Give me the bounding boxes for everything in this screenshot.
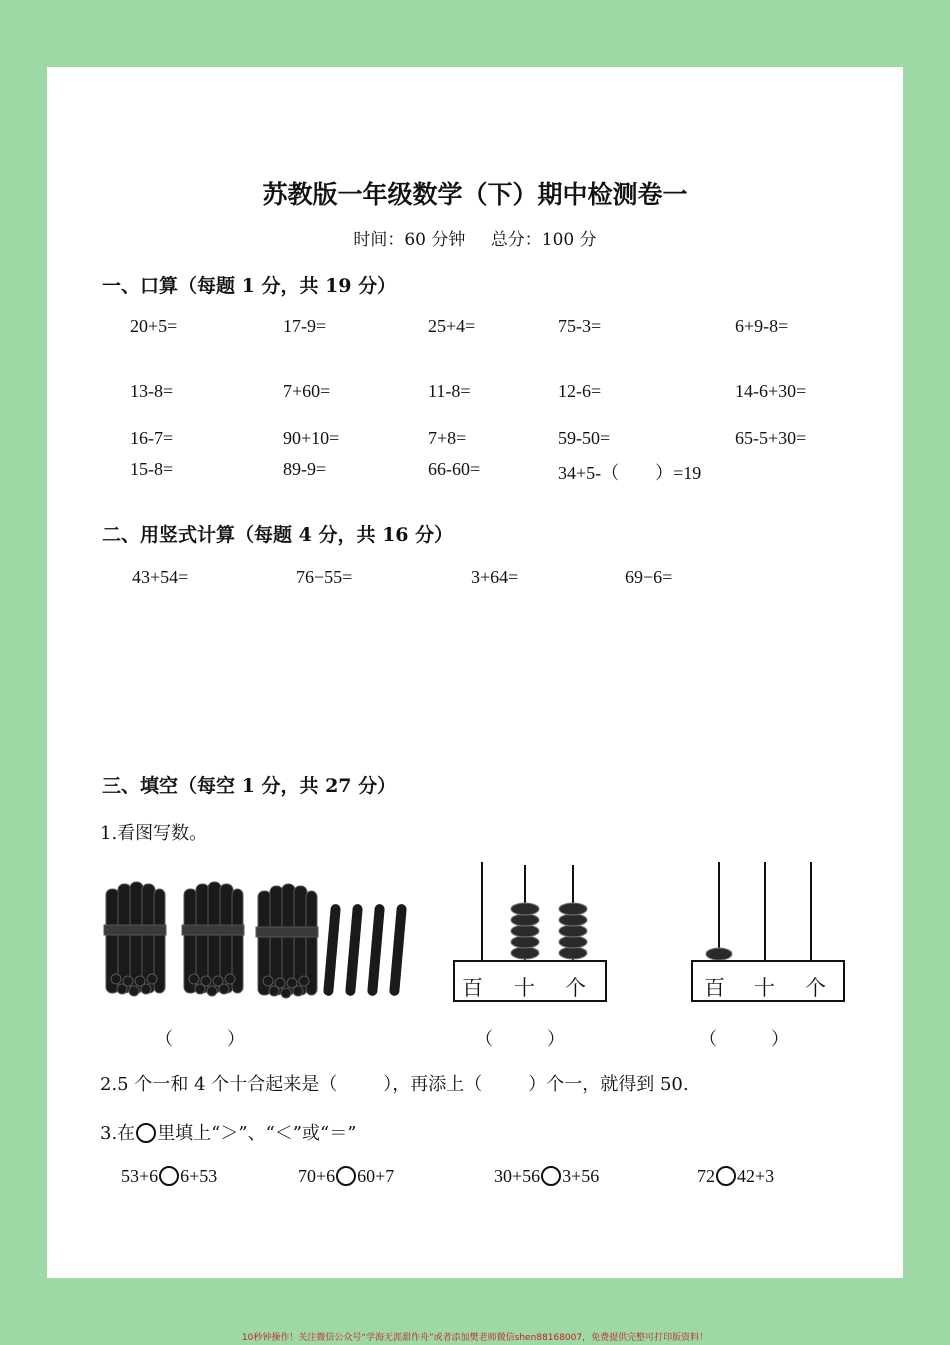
mental-math-item: 17-9= [283,316,327,336]
question2 [100,1070,689,1096]
circle-icon [136,1123,156,1143]
answer-blank: （ ） [699,1029,789,1050]
stick-bundle [182,882,244,996]
page-title: 苏教版一年级数学（下）期中检测卷一 [262,180,688,209]
question2-part1: 2.5 个一和 4 个十合起来是（ [100,1074,338,1095]
mental-math-item: 20+5= [130,316,178,336]
abacus1-label-hundreds: 百 [462,976,483,1000]
mental-math-item: 11-8= [428,381,471,401]
abacus1-label-tens: 十 [514,976,535,1000]
mental-math-item: 34+5-（ ）=19 [558,463,702,483]
mental-math-item: 7+8= [428,428,467,448]
worksheet-page [47,67,903,1278]
counting-sticks-image [102,879,412,1004]
stick-bundle [104,882,166,996]
mental-math-item: 25+4= [428,316,476,336]
mental-math-item: 14-6+30= [735,381,807,401]
compare-right: 3+56 [562,1166,600,1186]
compare-right: 6+53 [180,1166,218,1186]
compare-circle-icon[interactable] [159,1166,179,1186]
compare-circle-icon[interactable] [716,1166,736,1186]
abacus2-label-hundreds: 百 [704,976,725,1000]
compare-item [298,1166,394,1187]
question2-part2: ），再添上（ [383,1074,483,1095]
compare-circle-icon[interactable] [541,1166,561,1186]
mental-math-item: 15-8= [130,459,174,479]
section2-heading: 二、用竖式计算（每题 4 分，共 16 分） [102,524,454,546]
compare-left: 72 [697,1166,715,1186]
mental-math-item: 59-50= [558,428,611,448]
mental-math-item: 65-5+30= [735,428,807,448]
compare-circle-icon[interactable] [336,1166,356,1186]
mental-math-item: 66-60= [428,459,481,479]
exam-time: 时间：60 分钟 [353,230,466,250]
question3 [100,1119,356,1145]
compare-item [121,1166,217,1187]
question1-prompt: 1.看图写数。 [100,823,208,844]
question2-part3: ）个一，就得到 50. [528,1074,689,1095]
vertical-calc-item: 43+54= [132,567,189,587]
compare-right: 42+3 [737,1166,775,1186]
exam-info [47,225,903,250]
compare-left: 53+6 [121,1166,159,1186]
abacus1-label-ones: 个 [565,976,586,1000]
compare-right: 60+7 [357,1166,395,1186]
compare-item [697,1166,774,1187]
mental-math-item: 89-9= [283,459,327,479]
mental-math-item: 16-7= [130,428,174,448]
answer-blank: （ ） [155,1029,245,1050]
mental-math-item: 13-8= [130,381,174,401]
section1-heading: 一、口算（每题 1 分，共 19 分） [102,275,397,297]
question3-suffix: 里填上“＞”、“＜”或“＝” [157,1123,357,1144]
mental-math-item: 12-6= [558,381,602,401]
single-sticks [323,904,407,997]
answer-blank: （ ） [475,1029,565,1050]
vertical-calc-item: 69−6= [625,567,673,587]
mental-math-item: 75-3= [558,316,602,336]
mental-math-item: 7+60= [283,381,331,401]
exam-total-score: 总分：100 分 [490,230,597,250]
compare-item [494,1166,599,1187]
question3-prefix: 3.在 [100,1123,136,1144]
abacus2-label-tens: 十 [754,976,775,1000]
compare-left: 30+56 [494,1166,541,1186]
mental-math-item: 6+9-8= [735,316,789,336]
mental-math-item: 90+10= [283,428,340,448]
footer-notice: 10秒钟操作！关注微信公众号“学海无涯甜作舟”或者添加樊老师微信shen88168007，免费提供完整可打印版资料！ [241,1333,709,1343]
vertical-calc-item: 3+64= [471,567,519,587]
abacus2-label-ones: 个 [805,976,826,1000]
vertical-calc-item: 76−55= [296,567,353,587]
section3-heading: 三、填空（每空 1 分，共 27 分） [102,775,397,797]
stick-bundle [256,884,318,998]
compare-left: 70+6 [298,1166,336,1186]
